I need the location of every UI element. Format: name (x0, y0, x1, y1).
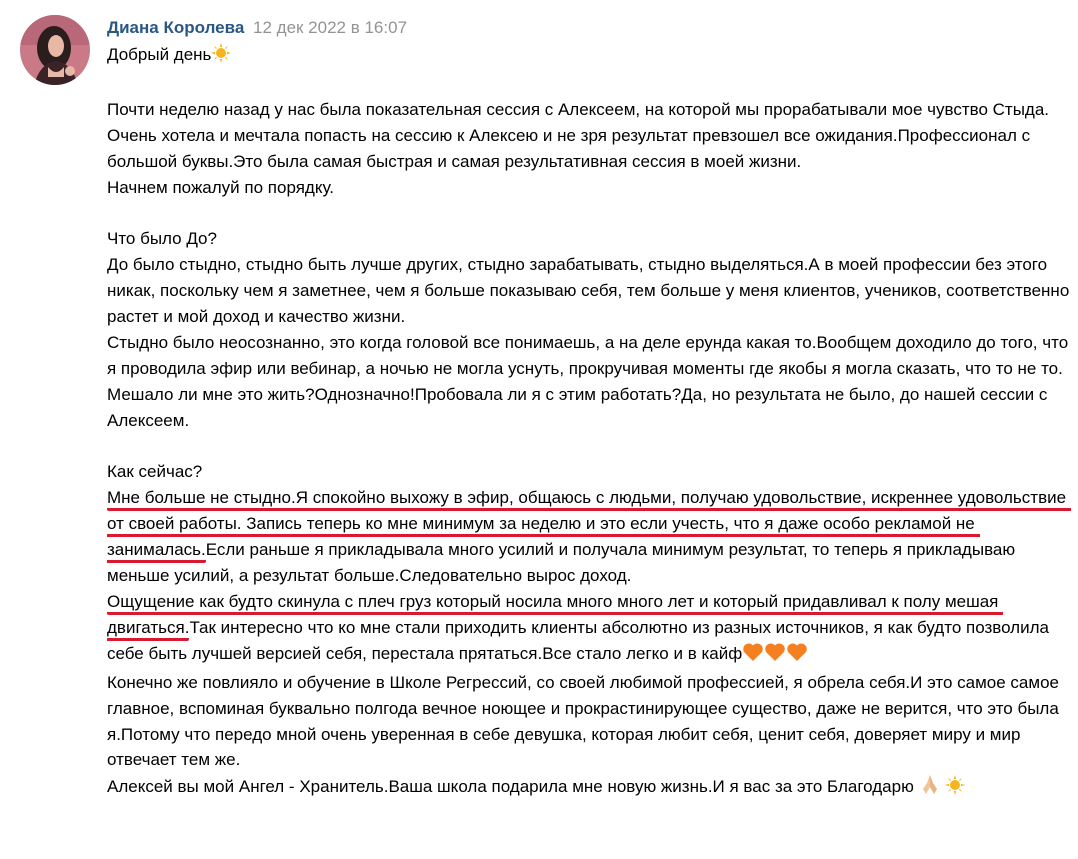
post-header (107, 17, 407, 39)
author-avatar[interactable] (20, 15, 90, 85)
paragraph: Стыдно было неосознанно, это когда головой все понимаешь, а на деле ерунда какая то.Вообщем доходило до того, что я проводила эфир или вебинар, а ночью не могла уснуть, прокручивая моменты где якобы я могла сказать, что то не то. Мешало ли мне это жить?Однозначно!Пробовала ли я с этим работать?Да, но результата не было, до нашей сессии с Алексеем. (107, 332, 1073, 430)
underlined-text: Ощущение как будто скинула с плеч груз который носила много много лет и который придавливал к полу мешая двигаться. (107, 592, 1003, 641)
post-date[interactable]: 12 дек 2022 в 16:07 (253, 18, 408, 37)
section-title-before: Что было До? (107, 229, 217, 249)
paragraph-text: Алексей вы мой Ангел - Хранитель.Ваша школа подарила мне новую жизнь.И я вас за это Благодарю (107, 777, 914, 797)
orange-heart-emoji-icon (786, 642, 808, 670)
post-text (107, 42, 1075, 803)
paragraph (107, 773, 1072, 803)
blank-line (107, 71, 1072, 97)
paragraph: До было стыдно, стыдно быть лучше других, стыдно зарабатывать, стыдно выделяться.А в моей профессии без этого никак, поскольку чем я заметнее, чем я больше показываю себя, тем больше у меня клиентов, учеников, соответственно растет и мой доход и качество жизни. (107, 255, 1075, 327)
author-name[interactable]: Диана Королева (107, 18, 245, 37)
paragraph: Конечно же повлияло и обучение в Школе Регрессий, со своей любимой профессией, я обрела себя.И это самое самое главное, вспоминая буквально полгода вечное ноющее и прокрастинирующее существо, даже не верится, что это была я.Потому что передо мной очень уверенная в себе девушка, которая любит себя, ценит себя, доверяет миру и мир отвечает тем же. (107, 672, 1064, 770)
paragraph: Очень хотела и мечтала попасть на сессию к Алексею и не зря результат превзошел все ожидания.Профессионал с большой буквы.Это была самая быстрая и самая результативная сессия в моей жизни. (107, 125, 1035, 171)
underlined-text: Мне больше не стыдно.Я спокойно выхожу в эфир, общаюсь с людьми, получаю удовольствие, искреннее удовольствие от своей работы. Запись теперь ко мне минимум за неделю и это если учесть, что я даже особо рекламой не занималась. (107, 488, 1071, 563)
sun-emoji-icon (945, 775, 965, 803)
greeting-line (107, 42, 1072, 71)
blank-line (107, 200, 1072, 226)
orange-heart-emoji-icon (742, 642, 764, 670)
sun-emoji-icon (211, 43, 231, 71)
paragraph: Начнем пожалуй по порядку. (107, 177, 334, 197)
orange-heart-emoji-icon (764, 642, 786, 670)
paragraph (107, 589, 1072, 670)
folded-hands-emoji-icon (919, 773, 941, 803)
paragraph: Почти неделю назад у нас была показательная сессия с Алексеем, на которой мы прорабатывали мое чувство Стыда. (107, 99, 1050, 119)
blank-line (107, 434, 1072, 460)
greeting-text: Добрый день (107, 45, 212, 64)
paragraph (107, 485, 1072, 589)
section-title-now: Как сейчас? (107, 462, 203, 482)
paragraph-rest: Если раньше я прикладывала много усилий и получала минимум результат, то теперь я прикладываю меньше усилий, а результат больше.Следовательно вырос доход. (107, 540, 1020, 586)
paragraph-rest: Так интересно что ко мне стали приходить клиенты абсолютно из разных источников, я как будто позволила себе быть лучшей версией себя, перестала прятаться.Все стало легко и в кайф (107, 617, 1054, 663)
